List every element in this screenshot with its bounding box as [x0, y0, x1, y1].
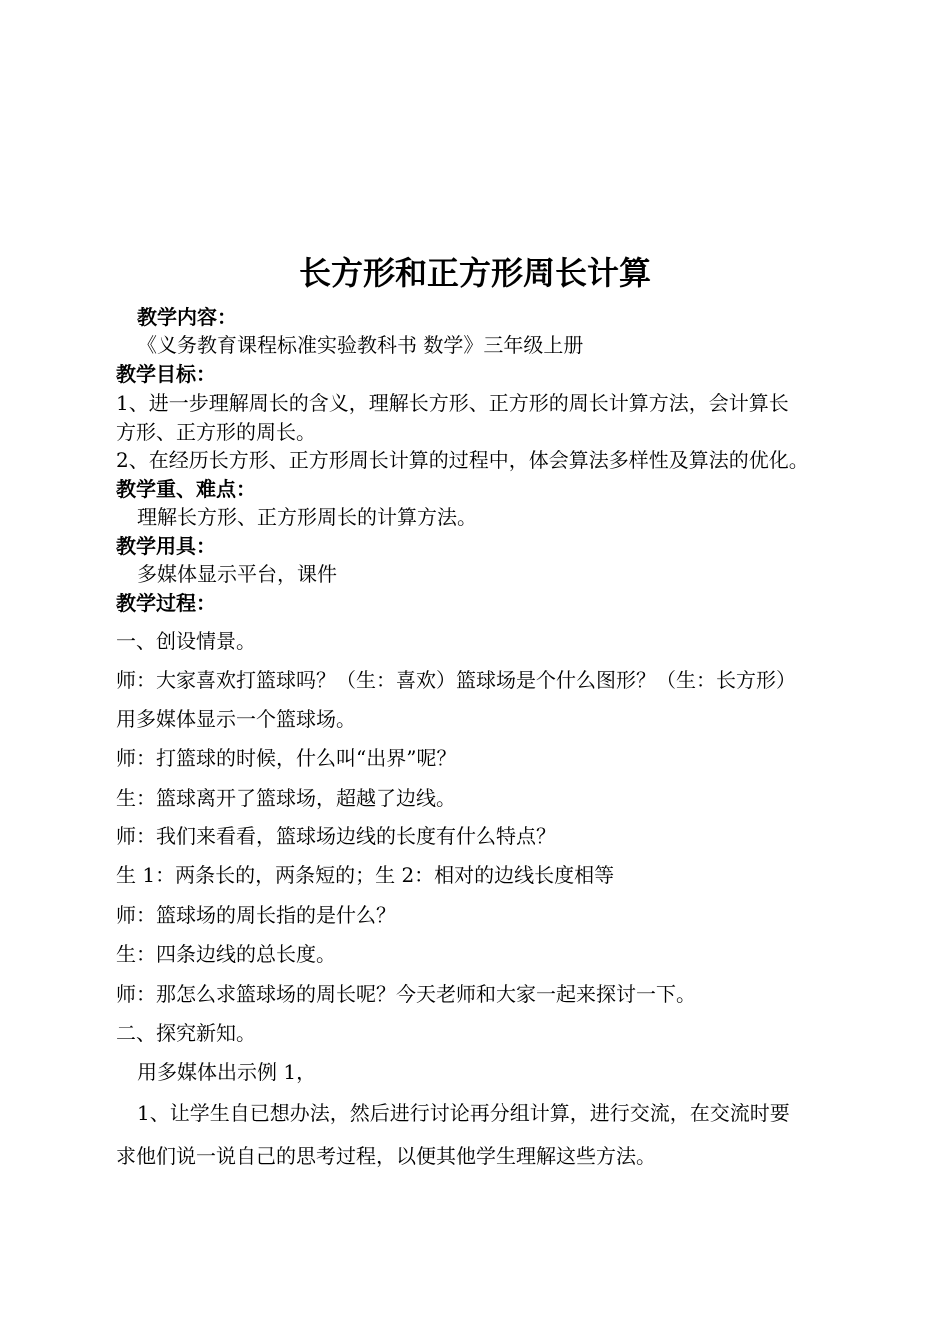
paragraph-line: 《义务教育课程标准实验教科书 数学》三年级上册: [137, 333, 584, 357]
heading-teaching-tools: 教学用具：: [116, 534, 216, 558]
paragraph-line: 方形、正方形的周长。: [116, 420, 316, 444]
dialogue-line: 师：大家喜欢打篮球吗？（生：喜欢）篮球场是个什么图形？（生：长方形）: [116, 668, 796, 692]
paragraph-line: 1、让学生自已想办法，然后进行讨论再分组计算，进行交流，在交流时要: [137, 1101, 790, 1125]
dialogue-line: 生：篮球离开了篮球场，超越了边线。: [116, 786, 456, 810]
paragraph-line: 理解长方形、正方形周长的计算方法。: [137, 505, 477, 529]
paragraph-line: 2、在经历长方形、正方形周长计算的过程中，体会算法多样性及算法的优化。: [116, 448, 809, 472]
dialogue-line: 用多媒体显示一个篮球场。: [116, 707, 356, 731]
heading-key-points: 教学重、难点：: [116, 477, 256, 501]
heading-teaching-content: 教学内容：: [137, 305, 237, 329]
dialogue-line: 生 1：两条长的，两条短的；生 2：相对的边线长度相等: [116, 863, 615, 887]
heading-teaching-process: 教学过程：: [116, 591, 216, 615]
section-heading: 二、探究新知。: [116, 1021, 256, 1045]
paragraph-line: 求他们说一说自己的思考过程，以便其他学生理解这些方法。: [116, 1144, 656, 1168]
dialogue-line: 生：四条边线的总长度。: [116, 942, 336, 966]
paragraph-line: 1、进一步理解周长的含义，理解长方形、正方形的周长计算方法，会计算长: [116, 391, 789, 415]
dialogue-line: 师：打篮球的时候，什么叫“出界”呢？: [116, 746, 457, 770]
paragraph-line: 用多媒体出示例 1，: [137, 1060, 317, 1084]
dialogue-line: 师：那怎么求篮球场的周长呢？今天老师和大家一起来探讨一下。: [116, 982, 696, 1006]
paragraph-line: 多媒体显示平台，课件: [137, 562, 337, 586]
section-heading: 一、创设情景。: [116, 629, 256, 653]
heading-teaching-goals: 教学目标：: [116, 362, 216, 386]
dialogue-line: 师：我们来看看，篮球场边线的长度有什么特点？: [116, 824, 556, 848]
document-title: 长方形和正方形周长计算: [298, 254, 651, 292]
dialogue-line: 师：篮球场的周长指的是什么？: [116, 903, 396, 927]
